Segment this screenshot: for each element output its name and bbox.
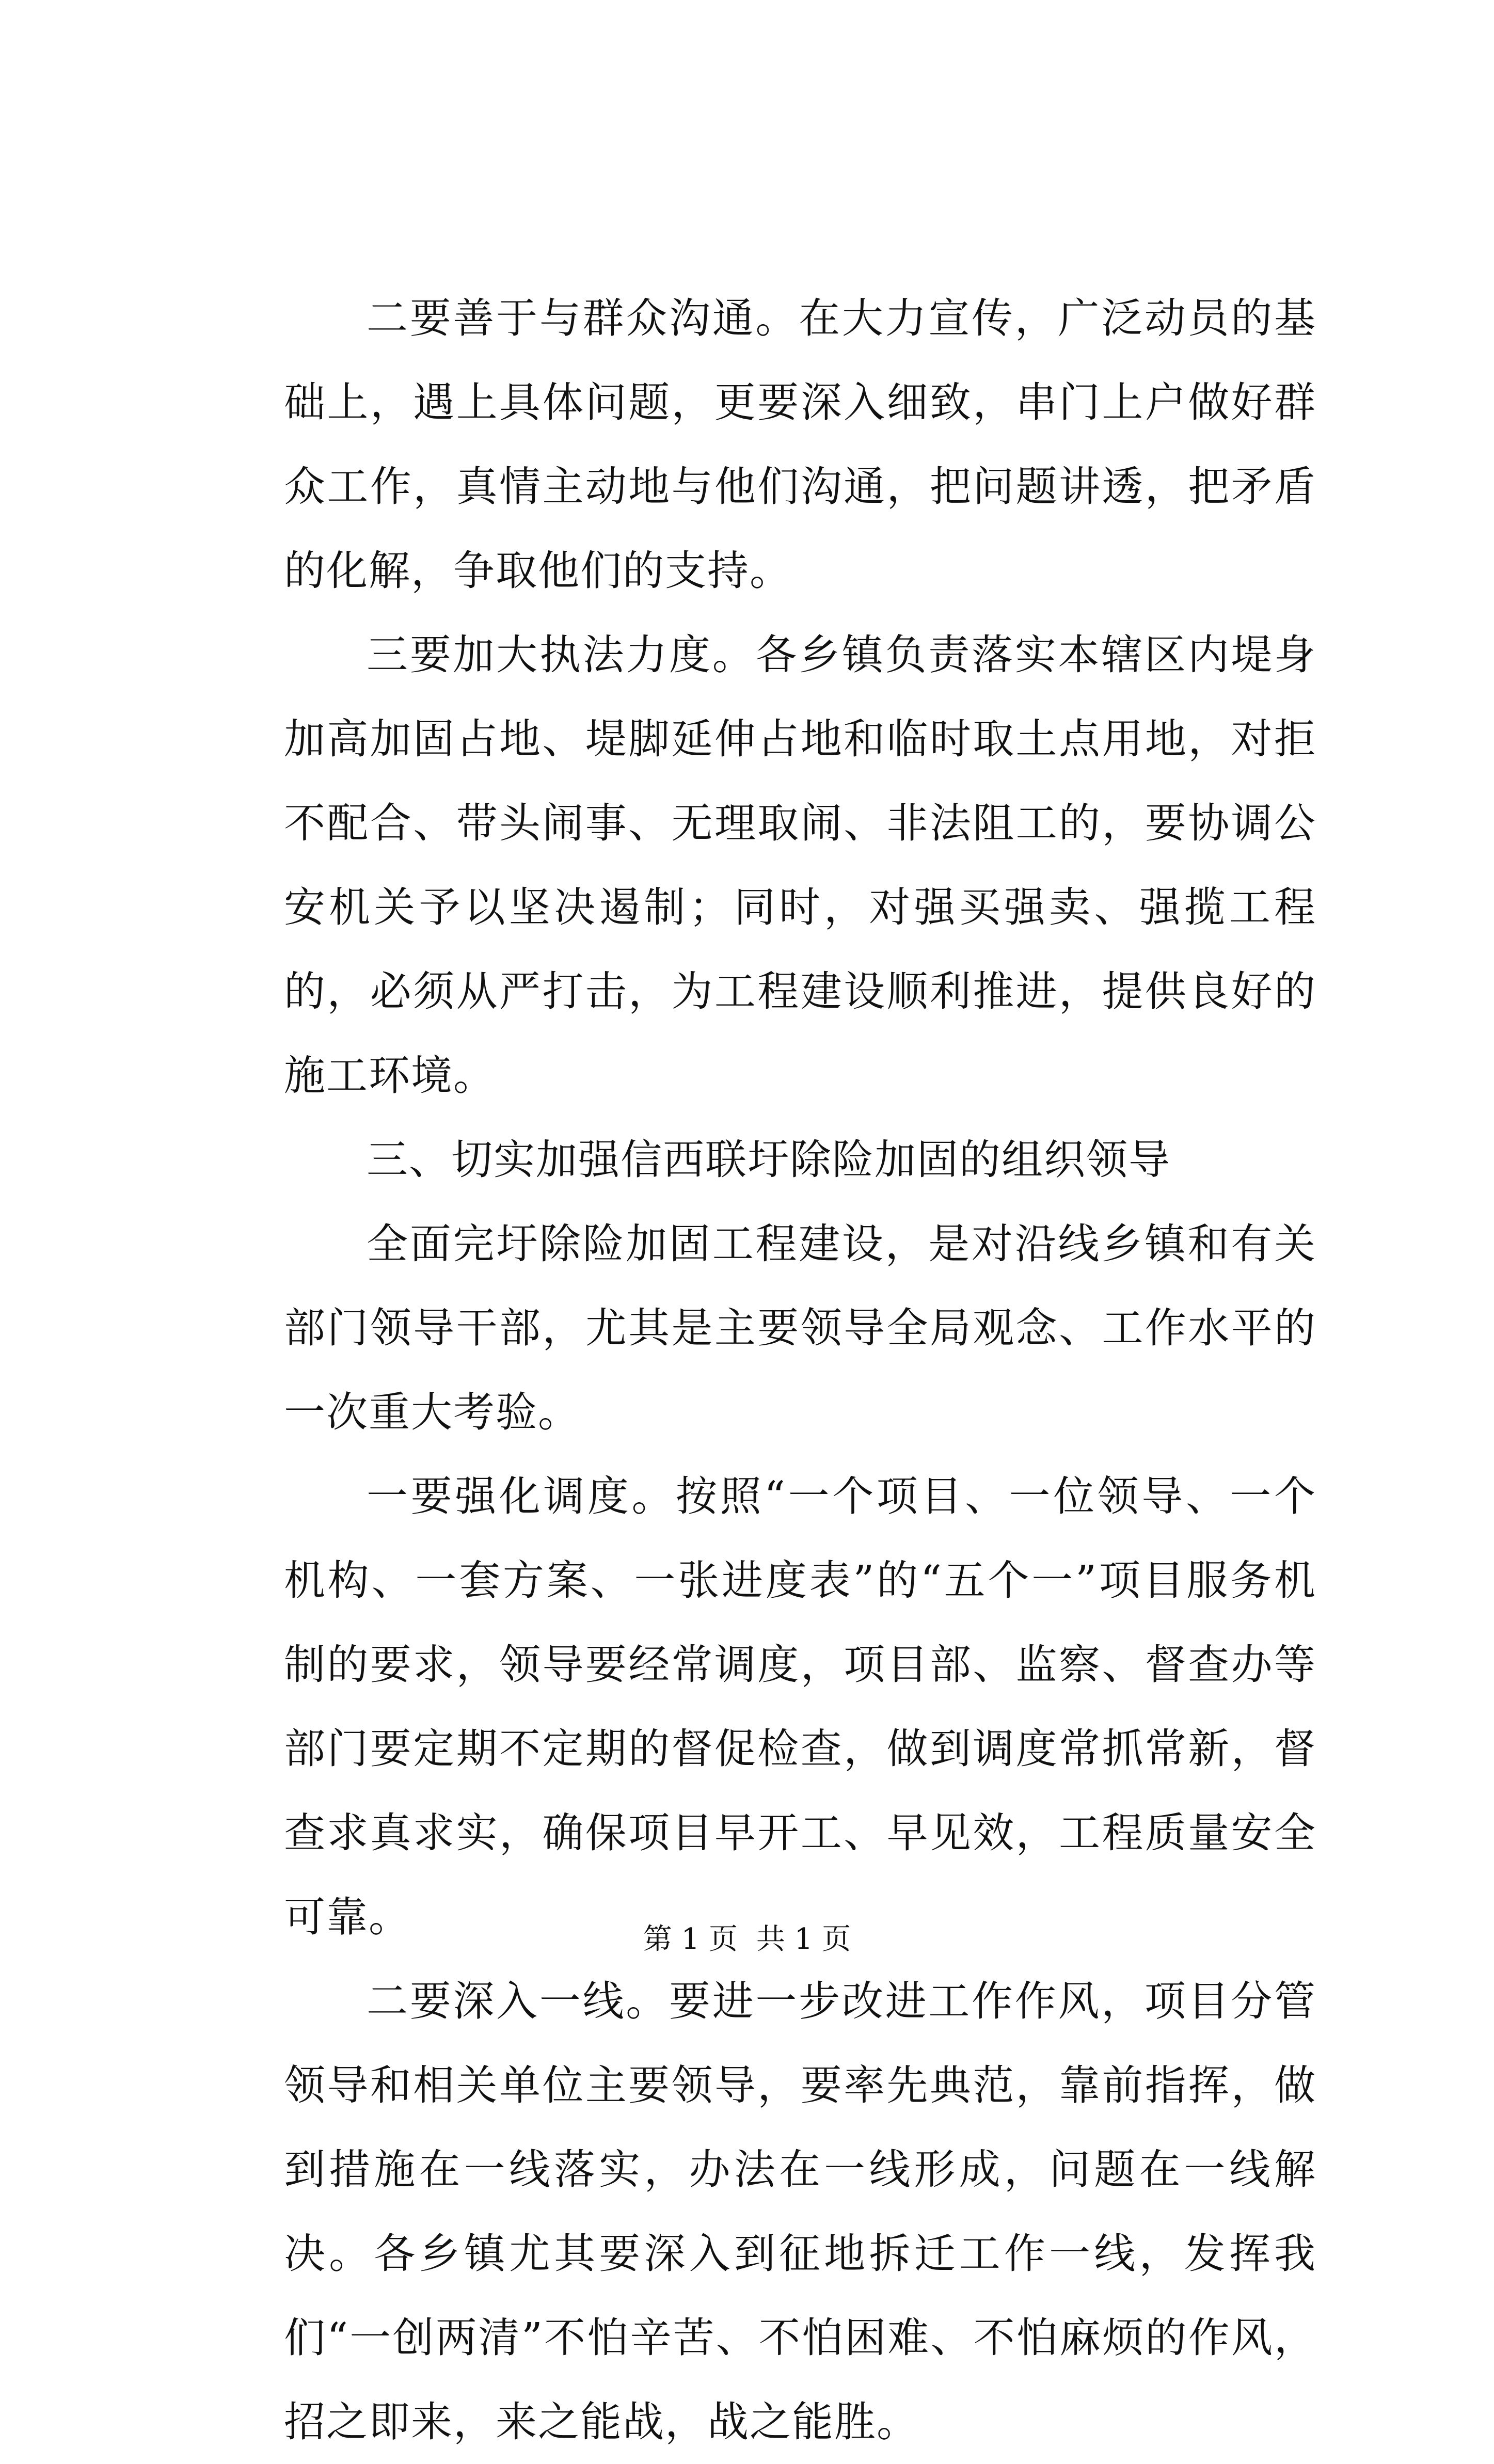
paragraph-major-test: 全面完圩除险加固工程建设，是对沿线乡镇和有关部门领导干部，尤其是主要领导全局观念、工作水平的一次重大考验。 <box>284 1220 1316 1436</box>
paragraph-frontline: 二要深入一线。要进一步改进工作作风，项目分管领导和相关单位主要领导，要率先典范，靠前指挥，做到措施在一线落实，办法在一线形成，问题在一线解决。各乡镇尤其要深入到征地拆迁工作一线，发挥我们“一创两清”不怕辛苦、不怕困难、不怕麻烦的作风，招之即来，来之能战，战之能胜。 <box>284 1977 1316 2446</box>
page-number-label: 第 1 页 <box>643 1922 738 1956</box>
document-body <box>284 276 1316 2464</box>
paragraph-law-enforcement: 三要加大执法力度。各乡镇负责落实本辖区内堤身加高加固占地、堤脚延伸占地和临时取土点用地，对拒不配合、带头闹事、无理取闹、非法阻工的，要协调公安机关予以坚决遏制；同时，对强买强卖、强揽工程的，必须从严打击，为工程建设顺利推进，提供良好的施工环境。 <box>284 631 1316 1100</box>
page-total-label: 共 1 页 <box>756 1922 851 1956</box>
section-heading-organization-leadership: 三、切实加强信西联圩除险加固的组织领导 <box>367 1136 1171 1184</box>
paragraph-communicate-with-masses: 二要善于与群众沟通。在大力宣传，广泛动员的基础上，遇上具体问题，更要深入细致，串门上户做好群众工作，真情主动地与他们沟通，把问题讲透，把矛盾的化解，争取他们的支持。 <box>284 294 1316 595</box>
paragraph-strengthen-dispatch: 一要强化调度。按照“一个项目、一位领导、一个机构、一套方案、一张进度表”的“五个一”项目服务机制的要求，领导要经常调度，项目部、监察、督查办等部门要定期不定期的督促检查，做到调度常抓常新，督查求真求实，确保项目早开工、早见效，工程质量安全可靠。 <box>284 1472 1316 1941</box>
page-footer <box>0 1921 1494 1958</box>
